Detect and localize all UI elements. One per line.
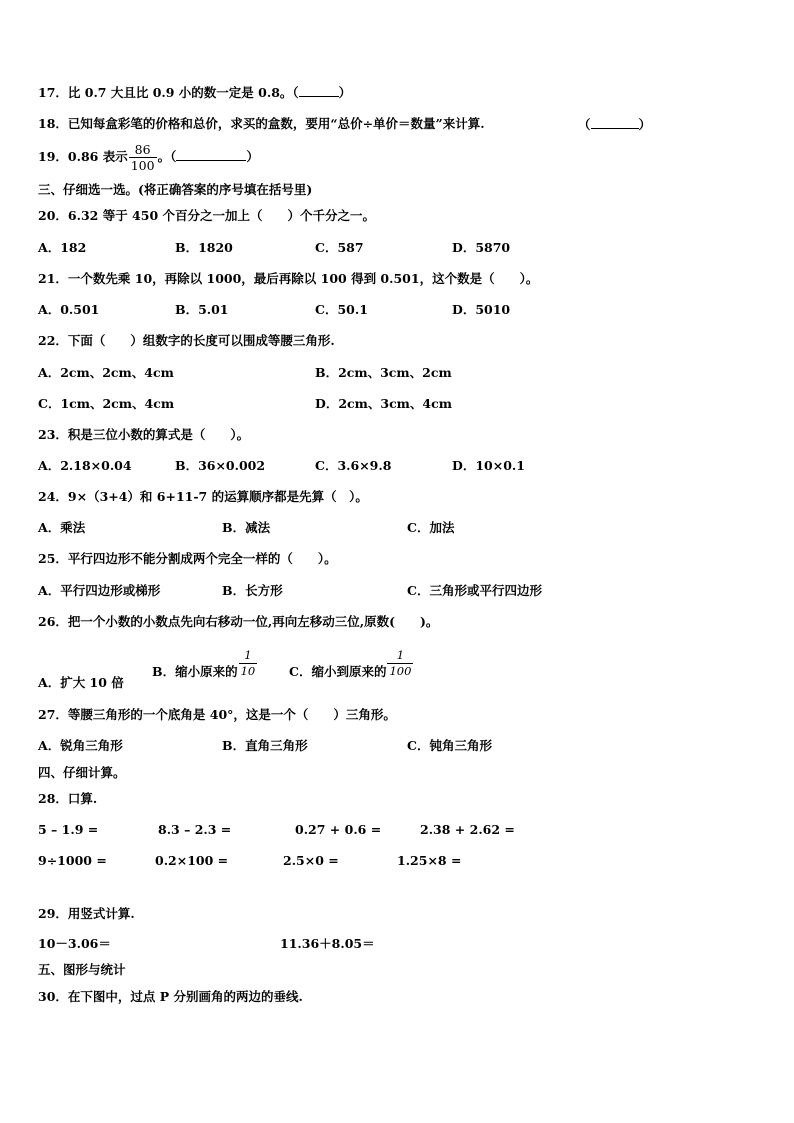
q23-option-a[interactable]: A．2.18×0.04	[38, 458, 132, 473]
question-19-close: ）	[246, 149, 259, 164]
q21-option-c[interactable]: C．50.1	[315, 302, 368, 317]
q26-option-b-label: B．缩小原来的	[152, 664, 238, 679]
q21-option-d[interactable]: D．5010	[452, 302, 511, 317]
q20-option-d[interactable]: D．5870	[452, 240, 511, 255]
question-29: 29．用竖式计算.	[38, 906, 135, 921]
oral-calc-item: 0.2×100 =	[155, 853, 229, 868]
question-30: 30．在下图中，过点 P 分别画角的两边的垂线.	[38, 989, 303, 1004]
q27-option-c[interactable]: C．钝角三角形	[407, 738, 492, 753]
question-28: 28．口算.	[38, 791, 98, 806]
question-22: 22．下面（ ）组数字的长度可以围成等腰三角形.	[38, 333, 335, 348]
vertical-calc-item: 10－3.06＝	[38, 936, 111, 951]
oral-calc-item: 5 – 1.9 =	[38, 822, 99, 837]
q21-option-a[interactable]: A．0.501	[38, 302, 100, 317]
question-19	[38, 140, 259, 174]
question-21: 21．一个数先乘 10，再除以 1000，最后再除以 100 得到 0.501，这个数是（ ）。	[38, 271, 539, 286]
q22-option-d[interactable]: D．2cm、3cm、4cm	[315, 396, 452, 411]
vertical-calc-item: 11.36＋8.05＝	[280, 936, 375, 951]
fraction-1-100	[387, 648, 413, 679]
q25-option-b[interactable]: B．长方形	[222, 583, 283, 598]
question-24: 24．9×（3+4）和 6+11-7 的运算顺序都是先算（ ）。	[38, 489, 368, 504]
question-23: 23．积是三位小数的算式是（ ）。	[38, 427, 250, 442]
q24-option-a[interactable]: A．乘法	[38, 520, 86, 535]
q26-option-b[interactable]	[152, 648, 258, 696]
q23-option-d[interactable]: D．10×0.1	[452, 458, 525, 473]
q23-option-c[interactable]: C．3.6×9.8	[315, 458, 392, 473]
q26-option-c-label: C．缩小到原来的	[289, 664, 387, 679]
oral-calc-item: 0.27 + 0.6 =	[295, 822, 382, 837]
oral-calc-item: 9÷1000 =	[38, 853, 107, 868]
q20-option-b[interactable]: B．1820	[175, 240, 233, 255]
fraction-denominator: 100	[130, 158, 155, 173]
fraction-numerator: 1	[387, 648, 413, 664]
section-5-heading: 五、图形与统计	[38, 962, 126, 977]
question-26: 26．把一个小数的小数点先向右移动一位,再向左移动三位,原数( )。	[38, 614, 439, 629]
q22-option-c[interactable]: C．1cm、2cm、4cm	[38, 396, 175, 411]
fraction-86-100	[129, 142, 157, 173]
question-25: 25．平行四边形不能分割成两个完全一样的（ ）。	[38, 551, 337, 566]
question-18-text: 18．已知每盒彩笔的价格和总价，求买的盒数，要用“总价÷单价＝数量”来计算.	[38, 116, 485, 131]
q27-option-b[interactable]: B．直角三角形	[222, 738, 308, 753]
q21-option-b[interactable]: B．5.01	[175, 302, 229, 317]
answer-blank-18[interactable]	[591, 116, 639, 129]
q24-option-b[interactable]: B．减法	[222, 520, 271, 535]
question-18	[38, 116, 485, 132]
fraction-denominator: 100	[389, 664, 412, 678]
q20-option-c[interactable]: C．587	[315, 240, 364, 255]
question-17	[38, 84, 351, 101]
answer-blank-17[interactable]	[299, 84, 339, 97]
question-27: 27．等腰三角形的一个底角是 40°，这是一个（ ）三角形。	[38, 707, 396, 722]
question-18-close: ）	[638, 117, 652, 132]
question-18-answer	[578, 116, 651, 133]
fraction-denominator: 10	[240, 664, 256, 678]
q27-option-a[interactable]: A．锐角三角形	[38, 738, 123, 753]
oral-calc-item: 8.3 – 2.3 =	[158, 822, 232, 837]
section-4-heading: 四、仔细计算。	[38, 765, 126, 780]
question-18-open: （	[578, 117, 591, 132]
q26-option-c[interactable]	[289, 648, 414, 696]
question-17-text: 17．比 0.7 大且比 0.9 小的数一定是 0.8。（	[38, 85, 299, 100]
q20-option-a[interactable]: A．182	[38, 240, 87, 255]
fraction-1-10	[239, 648, 258, 679]
q22-option-b[interactable]: B．2cm、3cm、2cm	[315, 365, 452, 380]
q26-option-a[interactable]: A．扩大 10 倍	[38, 675, 124, 690]
q25-option-a[interactable]: A．平行四边形或梯形	[38, 583, 161, 598]
q22-option-a[interactable]: A．2cm、2cm、4cm	[38, 365, 174, 380]
q25-option-c[interactable]: C．三角形或平行四边形	[407, 583, 542, 598]
question-19-prefix: 19．0.86 表示	[38, 149, 128, 164]
question-20: 20．6.32 等于 450 个百分之一加上（ ）个千分之一。	[38, 208, 375, 223]
question-17-close: ）	[338, 85, 352, 100]
oral-calc-item: 2.5×0 =	[283, 853, 339, 868]
oral-calc-item: 2.38 + 2.62 =	[420, 822, 515, 837]
question-19-suffix: 。（	[157, 149, 177, 164]
q24-option-c[interactable]: C．加法	[407, 520, 455, 535]
fraction-numerator: 86	[129, 142, 157, 158]
section-3-heading: 三、仔细选一选。(将正确答案的序号填在括号里)	[38, 182, 313, 197]
q23-option-b[interactable]: B．36×0.002	[175, 458, 266, 473]
fraction-numerator: 1	[239, 648, 258, 664]
oral-calc-item: 1.25×8 =	[397, 853, 462, 868]
answer-blank-19[interactable]	[176, 148, 246, 161]
